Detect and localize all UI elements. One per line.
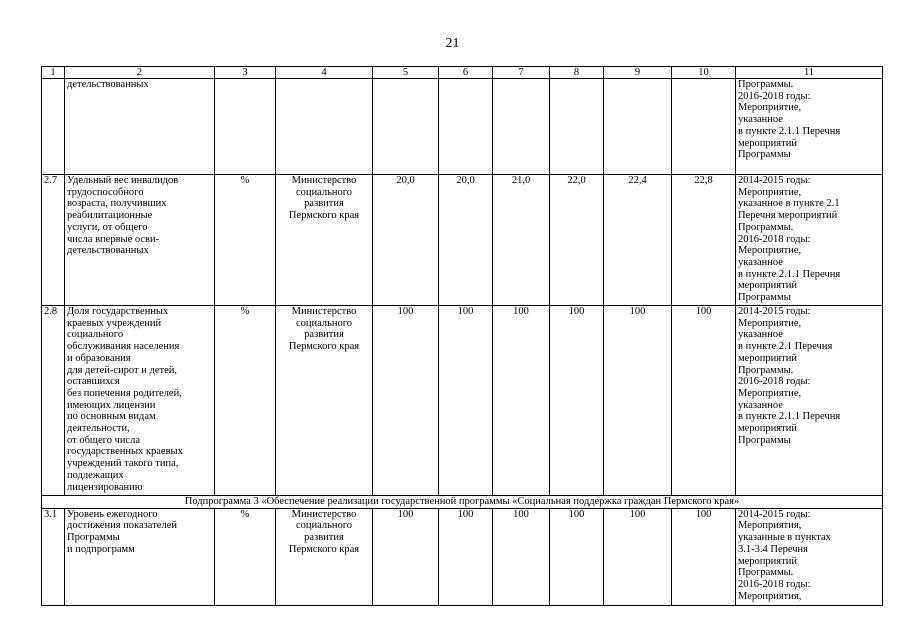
value-cell: [493, 79, 550, 175]
value-cell: [672, 79, 736, 175]
value-cell: 100: [672, 508, 736, 605]
indicators-table: [41, 66, 883, 606]
indicator-name-cell: детельствованных: [65, 79, 215, 175]
row-number-cell: 3.1: [42, 508, 65, 605]
note-cell: 2014-2015 годы: Мероприятия, указанные в пунктах 3.1-3.4 Перечня мероприятий Программы. 2016-2018 годы: Мероприятия,: [736, 508, 883, 605]
column-header: 2: [65, 67, 215, 79]
subprogram-heading: Подпрограмма 3 «Обеспечение реализации государственной программы «Социальная поддержка граждан Пермского края»: [42, 496, 883, 509]
row-number-cell: [42, 79, 65, 175]
table-row: [42, 508, 883, 605]
note-cell: 2014-2015 годы: Мероприятие, указанное в пункте 2.1 Перечня мероприятий Программы. 2016-2018 годы: Мероприятие, указанное в пункте 2.1.1 Перечня мероприятий Программы: [736, 306, 883, 496]
value-cell: 100: [493, 508, 550, 605]
value-cell: 100: [439, 306, 493, 496]
executor-cell: Министерство социального развития Пермского края: [276, 175, 373, 306]
subprogram-heading-row: [42, 496, 883, 509]
column-header: 5: [373, 67, 439, 79]
unit-cell: %: [215, 508, 276, 605]
value-cell: 22,4: [604, 175, 672, 306]
unit-cell: %: [215, 306, 276, 496]
indicator-name-cell: Уровень ежегодного достижения показателей Программы и подпрограмм: [65, 508, 215, 605]
unit-cell: %: [215, 175, 276, 306]
value-cell: 100: [604, 306, 672, 496]
value-cell: 20,0: [439, 175, 493, 306]
executor-cell: Министерство социального развития Пермского края: [276, 306, 373, 496]
table-row: [42, 306, 883, 496]
executor-cell: [276, 79, 373, 175]
column-header: 6: [439, 67, 493, 79]
indicator-name-cell: Удельный вес инвалидов трудоспособного возраста, получивших реабилитационные услуги, от общего числа впервые осви- детельствованных: [65, 175, 215, 306]
unit-cell: [215, 79, 276, 175]
value-cell: 22,8: [672, 175, 736, 306]
column-header: 8: [550, 67, 604, 79]
column-header: 1: [42, 67, 65, 79]
value-cell: 20,0: [373, 175, 439, 306]
column-header: 10: [672, 67, 736, 79]
value-cell: [550, 79, 604, 175]
value-cell: 22,0: [550, 175, 604, 306]
value-cell: 21,0: [493, 175, 550, 306]
value-cell: 100: [373, 306, 439, 496]
value-cell: 100: [550, 306, 604, 496]
value-cell: [439, 79, 493, 175]
value-cell: 100: [493, 306, 550, 496]
column-header: 4: [276, 67, 373, 79]
column-header: 11: [736, 67, 883, 79]
executor-cell: Министерство социального развития Пермского края: [276, 508, 373, 605]
column-number-row: [42, 67, 883, 79]
page-number: 21: [445, 36, 460, 51]
value-cell: [604, 79, 672, 175]
value-cell: 100: [672, 306, 736, 496]
value-cell: 100: [439, 508, 493, 605]
note-cell: Программы. 2016-2018 годы: Мероприятие, указанное в пункте 2.1.1 Перечня мероприятий Программы: [736, 79, 883, 175]
indicator-name-cell: Доля государственных краевых учреждений социального обслуживания населения и образования для детей-сирот и детей, оставшихся без попечения родителей, имеющих лицензии по основным видам деятельности, от общего числа государственных краевых учреждений такого типа, подлежащих лицензированию: [65, 306, 215, 496]
note-cell: 2014-2015 годы: Мероприятие, указанное в пункте 2.1 Перечня мероприятий Программы. 2016-2018 годы: Мероприятие, указанное в пункте 2.1.1 Перечня мероприятий Программы: [736, 175, 883, 306]
table-row: [42, 175, 883, 306]
table-row: [42, 79, 883, 175]
value-cell: 100: [373, 508, 439, 605]
row-number-cell: 2.8: [42, 306, 65, 496]
row-number-cell: 2.7: [42, 175, 65, 306]
value-cell: [373, 79, 439, 175]
column-header: 7: [493, 67, 550, 79]
value-cell: 100: [550, 508, 604, 605]
column-header: 9: [604, 67, 672, 79]
value-cell: 100: [604, 508, 672, 605]
column-header: 3: [215, 67, 276, 79]
